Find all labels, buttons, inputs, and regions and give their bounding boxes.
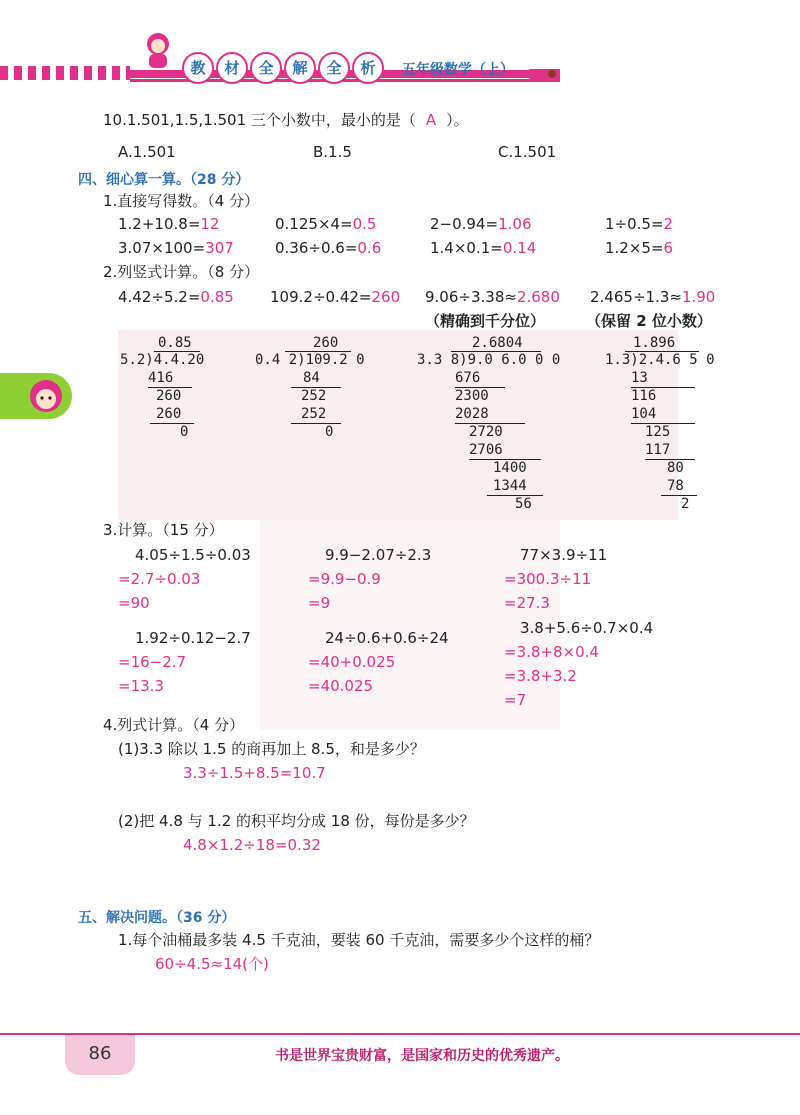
calc-step: =3.8+8×0.4 [504,643,599,661]
calc-step: =9.9−0.9 [308,570,381,588]
step: 1400 [493,460,527,476]
step: 1344 [493,478,527,494]
calc-step: =16−2.7 [118,653,187,671]
header-char: 材 [216,52,248,84]
calc-question: 2−0.94= [430,215,499,233]
step: 416 [148,370,174,386]
step-rule [661,495,697,496]
calc-question: 1.2+10.8= [118,215,201,233]
step: 2 [681,496,690,512]
calc-answer: 1.90 [681,288,716,306]
vertical-calc-item [270,288,400,306]
side-tab [0,373,72,419]
calc-question: 9.9−2.07÷2.3 [325,546,432,564]
calc-answer: 0.14 [502,239,537,257]
header-char: 解 [284,52,316,84]
calc-question: 4.42÷5.2= [118,288,201,306]
q10-answer: A [425,111,437,129]
calc-answer: 260 [371,288,401,306]
dividend: 5.2)4.4.20 [120,352,205,368]
calc-question: 1.92÷0.12−2.7 [135,629,251,647]
calc-item [430,239,536,257]
calc-step: =40+0.025 [308,653,396,671]
vertical-calc-item [425,288,560,306]
mascot-icon [140,30,176,70]
header-char: 全 [318,52,350,84]
precision-note: （精确到千分位） [425,312,546,330]
quotient: 2.6804 [472,335,523,351]
calc-question: 4.05÷1.5÷0.03 [135,546,251,564]
long-division-2 [255,334,365,444]
calc-step: =90 [118,594,150,612]
header-char: 教 [182,52,214,84]
header-subtitle: 五年级数学（上） [402,62,514,78]
quotient: 1.896 [633,335,676,351]
mascot-face-icon [26,376,66,416]
calc-answer: 2 [663,215,674,233]
q10-text [103,111,469,129]
header-char: 析 [352,52,384,84]
vertical-calc-item [118,288,234,306]
calc-item [430,215,532,233]
q10-question: 10.1.501,1.5,1.501 三个小数中，最小的是（ [103,111,416,129]
calc-item [605,239,673,257]
calc-question: 77×3.9÷11 [520,546,608,564]
calc-answer: 307 [205,239,234,257]
calc-question: 1.4×0.1= [430,239,503,257]
p4-answer-1: 3.3÷1.5+8.5=10.7 [183,764,326,782]
calc-answer: 2.680 [516,288,560,306]
calc-item [275,239,381,257]
calc-step: =13.3 [118,677,164,695]
calc-question: 109.2÷0.42= [270,288,372,306]
s5-question-1: 1.每个油桶最多装 4.5 千克油，要装 60 千克油，需要多少个这样的桶？ [118,931,600,949]
step: 78 [667,478,684,494]
calc-answer: 0.6 [357,239,382,257]
calc-step: =27.3 [504,594,550,612]
step: 116 [631,388,657,404]
p4-title: 4.列式计算。（4 分） [103,716,245,734]
calc-step: =9 [308,594,331,612]
p3-title: 3.计算。（15 分） [103,521,224,539]
dividend: 0.4 2)109.2 0 [255,352,365,368]
header-char: 全 [250,52,282,84]
calc-step: =7 [504,691,527,709]
q10-option-c: C.1.501 [498,143,557,161]
p4-question-2: (2)把 4.8 与 1.2 的积平均分成 18 份，每份是多少？ [118,812,475,830]
step: 252 [301,406,327,422]
step-rule [291,423,341,424]
step: 117 [645,442,671,458]
calc-question: 3.8+5.6÷0.7×0.4 [520,619,654,637]
p4-question-1: (1)3.3 除以 1.5 的商再加上 8.5，和是多少？ [118,740,425,758]
step: 252 [301,388,327,404]
step: 104 [631,406,657,422]
calc-answer: 0.5 [352,215,377,233]
calc-item [605,215,673,233]
calc-answer: 6 [663,239,674,257]
rounding-note: （保留 2 位小数） [586,312,712,330]
calc-question: 1.2×5= [605,239,664,257]
quotient: 260 [313,335,339,351]
s5-answer-1: 60÷4.5≈14(个) [155,955,269,973]
calc-question: 1÷0.5= [605,215,664,233]
long-division-4 [605,334,715,519]
step: 84 [303,370,320,386]
step: 2300 [455,388,489,404]
dividend: 1.3)2.4.6 5 0 [605,352,715,368]
page-tab [65,1035,135,1075]
step: 676 [455,370,481,386]
step: 2720 [469,424,503,440]
step: 2028 [455,406,489,422]
calc-answer: 1.06 [498,215,532,233]
step: 56 [515,496,532,512]
q10-option-b: B.1.5 [313,143,352,161]
calc-step: =3.8+3.2 [504,667,577,685]
calc-answer: 0.85 [200,288,234,306]
step: 260 [156,388,182,404]
q10-option-a: A.1.501 [118,143,176,161]
calc-question: 9.06÷3.38≈ [425,288,517,306]
dividend: 3.3 8)9.0 6.0 0 0 [417,352,561,368]
calc-question: 2.465÷1.3≈ [590,288,682,306]
section5-title: 五、解决问题。（36 分） [78,910,236,926]
step: 80 [667,460,684,476]
calc-question: 24÷0.6+0.6÷24 [325,629,449,647]
step: 260 [156,406,182,422]
p2-title: 2.列竖式计算。（8 分） [103,263,260,281]
p4-answer-2: 4.8×1.2÷18=0.32 [183,836,321,854]
section4-title: 四、细心算一算。（28 分） [78,172,250,188]
calc-answer: 12 [200,215,220,233]
calc-step: =40.025 [308,677,374,695]
q10-close: ）。 [446,111,469,129]
pencil-icon [520,66,560,85]
page-number: 86 [88,1043,112,1064]
footer-motto: 书是世界宝贵财富，是国家和历史的优秀遗产。 [275,1048,569,1064]
calc-question: 0.125×4= [275,215,353,233]
vertical-calc-item [590,288,715,306]
step: 2706 [469,442,503,458]
long-division-1 [120,334,205,444]
step: 0 [180,424,189,440]
calc-step: =2.7÷0.03 [118,570,201,588]
step: 0 [325,424,334,440]
calc-item [118,215,219,233]
step: 13 [631,370,648,386]
step: 125 [645,424,671,440]
header-decoration [0,66,130,80]
calc-question: 0.36÷0.6= [275,239,358,257]
calc-question: 3.07×100= [118,239,206,257]
calc-step: =300.3÷11 [504,570,592,588]
long-division-3 [417,334,561,519]
quotient: 0.85 [158,335,192,351]
calc-item [118,239,234,257]
p1-title: 1.直接写得数。（4 分） [103,192,260,210]
calc-item [275,215,376,233]
